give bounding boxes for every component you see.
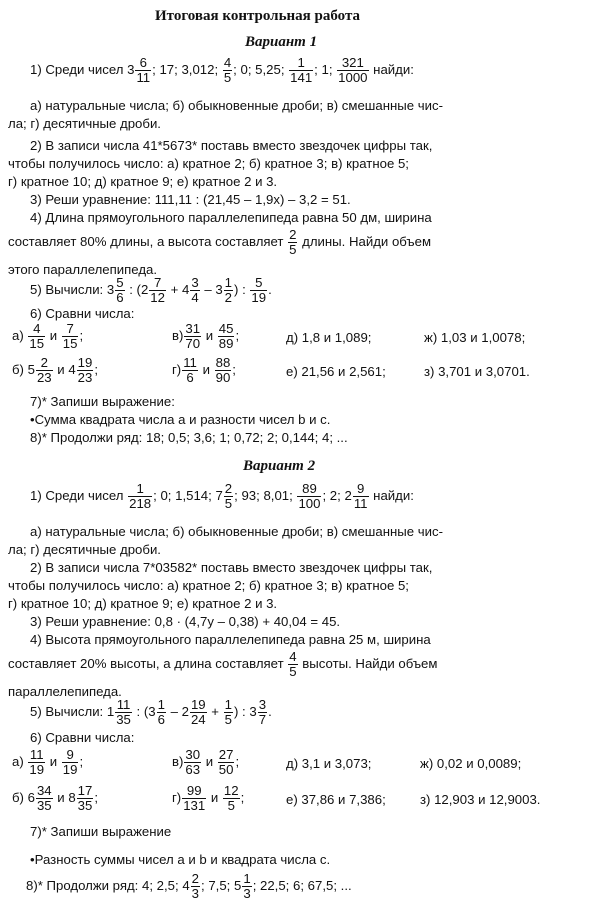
v1-q6-zh: ж) 1,03 и 1,0078; (424, 330, 526, 345)
v1-q1-line1: а) натуральные числа; б) обыкновенные дроби; в) смешанные чис- (30, 98, 443, 113)
page-title: Итоговая контрольная работа (155, 8, 361, 24)
v1-q6-d: д) 1,8 и 1,089; (286, 330, 372, 345)
v2-q8: 8)* Продолжи ряд: 4; 2,5; 4 $\frac{2}{3}$ ; 7,5; 5 $\frac{1}{3}$ ; 22,5; 6; 67,5; ... (26, 871, 352, 901)
v1-q6-z: з) 3,701 и 3,0701. (424, 364, 530, 379)
v2-q1: 1) Среди чисел $\frac{1}{218}$ ; 0; 1,514; 7 $\frac{2}{5}$ ; 93; 8,01; $\frac{89}{100}$ ; 2; 2 $\frac{9}{11}$ найди: (30, 481, 414, 511)
v2-q4-line3: параллелепипеда. (8, 684, 122, 699)
v1-q6-a: а) $\frac{4}{15}$ и $\frac{7}{15}$ ; (12, 321, 84, 351)
v1-q2-line2: чтобы получилось число: а) кратное 2; б) кратное 3; в) кратное 5; (8, 156, 409, 171)
v2-q6-g: г) $\frac{99}{131}$ и $\frac{12}{5}$ ; (172, 783, 245, 813)
v1-q8: 8)* Продолжи ряд: 18; 0,5; 3,6; 1; 0,72; 2; 0,144; 4; ... (30, 430, 348, 445)
v1-q3: 3) Реши уравнение: 111,11 : (21,45 – 1,9x) – 3,2 = 51. (30, 192, 351, 207)
v2-q4-line2: составляет 20% высоты, а длина составляет $\frac{4}{5}$ высоты. Найди объем (8, 649, 438, 679)
v2-q6: 6) Сравни числа: (30, 730, 135, 745)
v1-q4-line1: 4) Длина прямоугольного параллелепипеда равна 50 дм, ширина (30, 210, 432, 225)
variant-1-heading: Вариант 1 (245, 34, 318, 50)
v2-q7: 7)* Запиши выражение (30, 824, 172, 839)
v2-q2-line2: чтобы получилось число: а) кратное 2; б) кратное 3; в) кратное 5; (8, 578, 409, 593)
v1-q6-v: в) $\frac{31}{70}$ и $\frac{45}{89}$ ; (172, 321, 240, 351)
v2-q2-line1: 2) В записи числа 7*03582* поставь вместо звездочек цифры так, (30, 560, 433, 575)
v2-q6-z: з) 12,903 и 12,9003. (420, 792, 541, 807)
v2-q5: 5) Вычисли: 1 $\frac{11}{35}$ : (3 $\frac{1}{6}$ – 2 $\frac{19}{24}$ + $\frac{1}{5}$ ) : 3 $\frac{3}{7}$ . (30, 697, 272, 727)
v1-q1: 1) Среди чисел 3 $\frac{6}{11}$ ; 17; 3,012; $\frac{4}{5}$ ; 0; 5,25; $\frac{1}{141}$ ; 1; $\frac{321}{1000}$ найди: (30, 55, 414, 85)
v2-q1-line1: а) натуральные числа; б) обыкновенные дроби; в) смешанные чис- (30, 524, 443, 539)
v1-q7-expression: •Сумма квадрата числа a и разности чисел b и c. (30, 412, 331, 427)
v1-q6-e: е) 21,56 и 2,561; (286, 364, 386, 379)
v1-q1-line2: ла; г) десятичные дроби. (8, 116, 161, 131)
v2-q6-d: д) 3,1 и 3,073; (286, 756, 372, 771)
v1-q4-line2: составляет 80% длины, а высота составляет $\frac{2}{5}$ длины. Найди объем (8, 227, 432, 257)
variant-2-heading: Вариант 2 (243, 458, 316, 474)
v1-q2-line1: 2) В записи числа 41*5673* поставь вместо звездочек цифры так, (30, 138, 433, 153)
v2-q6-zh: ж) 0,02 и 0,0089; (420, 756, 522, 771)
v2-q4-line1: 4) Высота прямоугольного параллелепипеда равна 25 м, ширина (30, 632, 431, 647)
v2-q1-line2: ла; г) десятичные дроби. (8, 542, 161, 557)
v2-q6-a: а) $\frac{11}{19}$ и $\frac{9}{19}$ ; (12, 747, 84, 777)
v2-q2-line3: г) кратное 10; д) кратное 9; е) кратное 2 и 3. (8, 596, 278, 611)
v2-q6-e: е) 37,86 и 7,386; (286, 792, 386, 807)
v1-q6-g: г) $\frac{11}{6}$ и $\frac{88}{90}$ ; (172, 355, 236, 385)
v1-q7: 7)* Запиши выражение: (30, 394, 175, 409)
v2-q7-expression: •Разность суммы чисел a и b и квадрата числа c. (30, 852, 331, 867)
v2-q6-b: б) 6 $\frac{34}{35}$ и 8 $\frac{17}{35}$ ; (12, 783, 98, 813)
v2-q6-v: в) $\frac{30}{63}$ и $\frac{27}{50}$ ; (172, 747, 240, 777)
v1-q6-b: б) 5 $\frac{2}{23}$ и 4 $\frac{19}{23}$ ; (12, 355, 98, 385)
v1-q5: 5) Вычисли: 3 $\frac{5}{6}$ : (2 $\frac{7}{12}$ + 4 $\frac{3}{4}$ – 3 $\frac{1}{2}$ ) : $\frac{5}{19}$ . (30, 275, 272, 305)
v1-q4-line3: этого параллелепипеда. (8, 262, 158, 277)
v2-q3: 3) Реши уравнение: 0,8 · (4,7y – 0,38) + 40,04 = 45. (30, 614, 341, 629)
v1-q2-line3: г) кратное 10; д) кратное 9; е) кратное 2 и 3. (8, 174, 278, 189)
v1-q6: 6) Сравни числа: (30, 306, 135, 321)
